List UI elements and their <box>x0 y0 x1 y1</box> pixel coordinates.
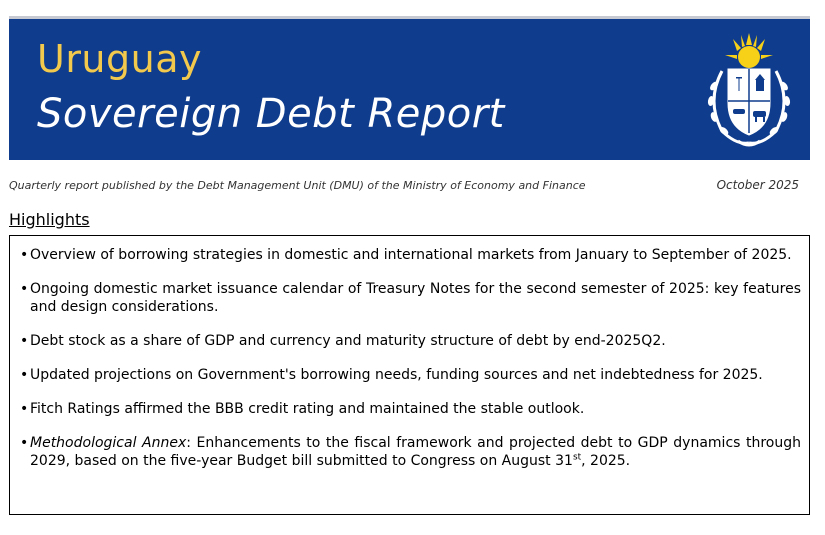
bullet-icon: • <box>20 401 29 417</box>
bullet-icon: • <box>20 367 29 383</box>
highlight-text: : Enhancements to the fiscal framework and projected debt to GDP dynamics through 2029, based on the five-year Budget bill submitted to Congress on August 31 <box>30 435 801 469</box>
report-banner <box>9 16 810 160</box>
bullet-icon: • <box>20 281 29 297</box>
report-date: October 2025 <box>716 178 799 192</box>
highlights-list <box>20 246 801 470</box>
highlight-text: Overview of borrowing strategies in domestic and international markets from January to September of 2025. <box>30 247 792 263</box>
bullet-icon: • <box>20 435 29 451</box>
highlight-item <box>20 366 801 384</box>
highlight-item <box>20 434 801 470</box>
ordinal-suffix: st <box>572 452 582 463</box>
highlights-heading: Highlights <box>9 210 90 229</box>
highlight-text: Debt stock as a share of GDP and currency and maturity structure of debt by end-2025Q2. <box>30 333 666 349</box>
highlight-text: Fitch Ratings affirmed the BBB credit rating and maintained the stable outlook. <box>30 401 585 417</box>
methodological-annex-label: Methodological Annex <box>30 435 187 451</box>
highlight-item <box>20 246 801 264</box>
bullet-icon: • <box>20 333 29 349</box>
bullet-icon: • <box>20 247 29 263</box>
report-title: Sovereign Debt Report <box>37 91 505 137</box>
highlights-box <box>9 235 810 515</box>
highlight-text-tail: , 2025. <box>581 453 631 469</box>
highlight-item <box>20 332 801 350</box>
country-title: Uruguay <box>37 37 202 81</box>
uruguay-coat-of-arms-icon <box>700 31 798 153</box>
report-subtitle: Quarterly report published by the Debt Management Unit (DMU) of the Ministry of Economy and Finance <box>9 179 586 192</box>
highlight-text: Updated projections on Government's borrowing needs, funding sources and net indebtedness for 2025. <box>30 367 763 383</box>
highlight-item <box>20 400 801 418</box>
highlight-item <box>20 280 801 316</box>
highlight-text: Ongoing domestic market issuance calendar of Treasury Notes for the second semester of 2025: key features and design considerations. <box>30 281 801 315</box>
